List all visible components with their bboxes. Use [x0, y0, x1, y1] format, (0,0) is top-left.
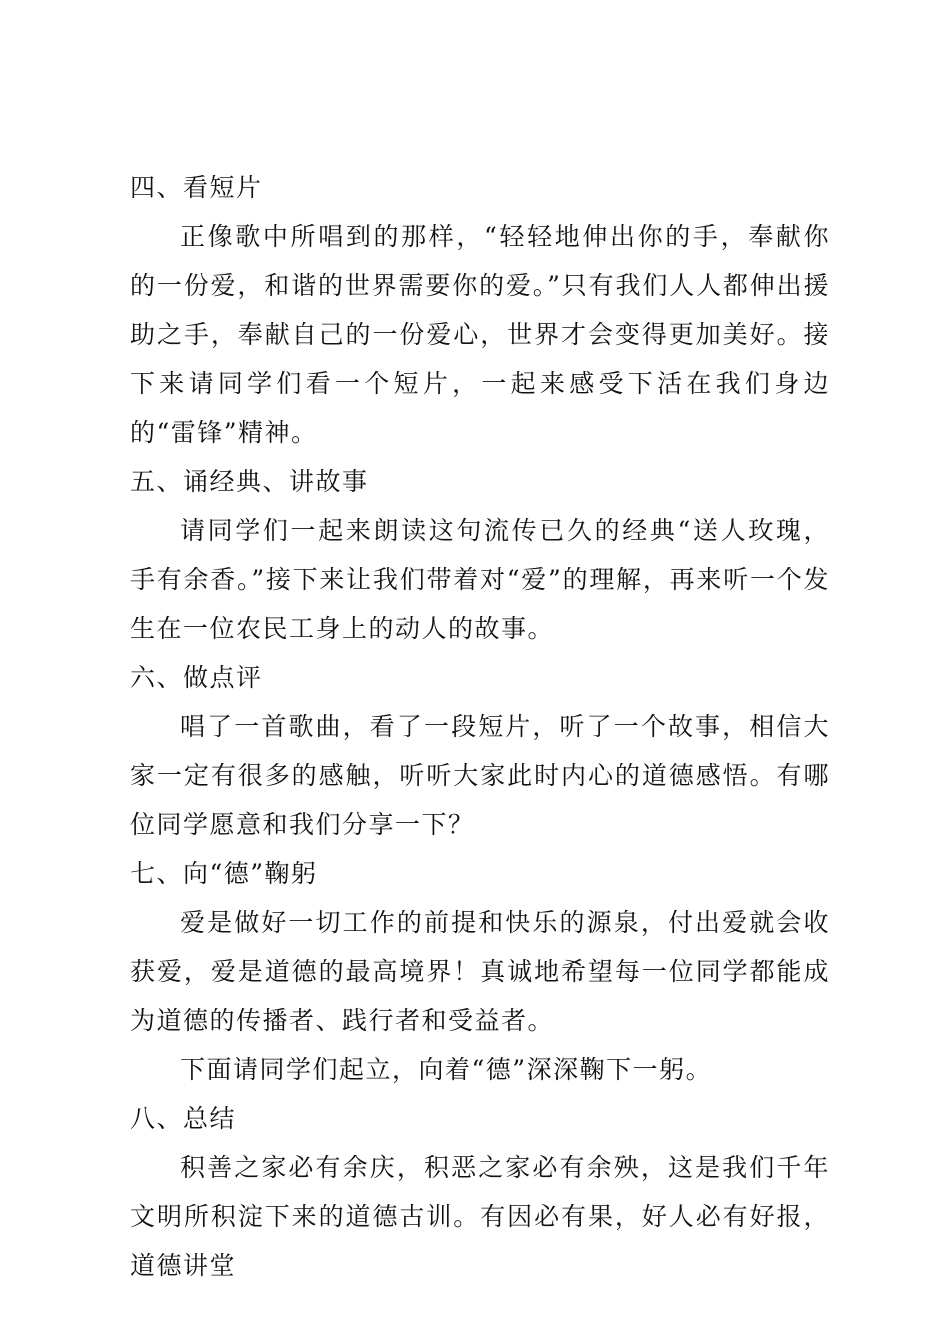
section-paragraph: 请同学们一起来朗读这句流传已久的经典“送人玫瑰，手有余香。”接下来让我们带着对“爱”的理解，再来听一个发生在一位农民工身上的动人的故事。	[130, 516, 830, 643]
section-heading: 四、看短片	[130, 173, 263, 202]
section-paragraph: 唱了一首歌曲，看了一段短片，听了一个故事，相信大家一定有很多的感触，听听大家此时内心的道德感悟。有哪位同学愿意和我们分享一下？	[130, 712, 830, 839]
section-heading: 五、诵经典、讲故事	[130, 467, 369, 496]
section-paragraph: 爱是做好一切工作的前提和快乐的源泉，付出爱就会收获爱，爱是道德的最高境界！真诚地希望每一位同学都能成为道德的传播者、践行者和受益者。	[130, 908, 830, 1035]
document-body	[130, 163, 830, 1290]
section-summary	[130, 1094, 830, 1290]
section-watch-video	[130, 163, 830, 457]
section-bow-to-virtue	[130, 849, 830, 1094]
section-paragraph: 下面请同学们起立，向着“德”深深鞠下一躬。	[180, 1055, 713, 1084]
section-commentary	[130, 653, 830, 849]
section-paragraph: 正像歌中所唱到的那样，“轻轻地伸出你的手，奉献你的一份爱，和谐的世界需要你的爱。”只有我们人人都伸出援助之手，奉献自己的一份爱心，世界才会变得更加美好。接下来请同学们看一个短片，一起来感受下活在我们身边的“雷锋”精神。	[130, 222, 830, 447]
section-recite-classics	[130, 457, 830, 653]
section-paragraph: 积善之家必有余庆，积恶之家必有余殃，这是我们千年文明所积淀下来的道德古训。有因必有果，好人必有好报，道德讲堂	[130, 1153, 830, 1280]
section-heading: 八、总结	[130, 1104, 237, 1133]
section-heading: 七、向“德”鞠躬	[130, 859, 318, 888]
section-heading: 六、做点评	[130, 663, 263, 692]
